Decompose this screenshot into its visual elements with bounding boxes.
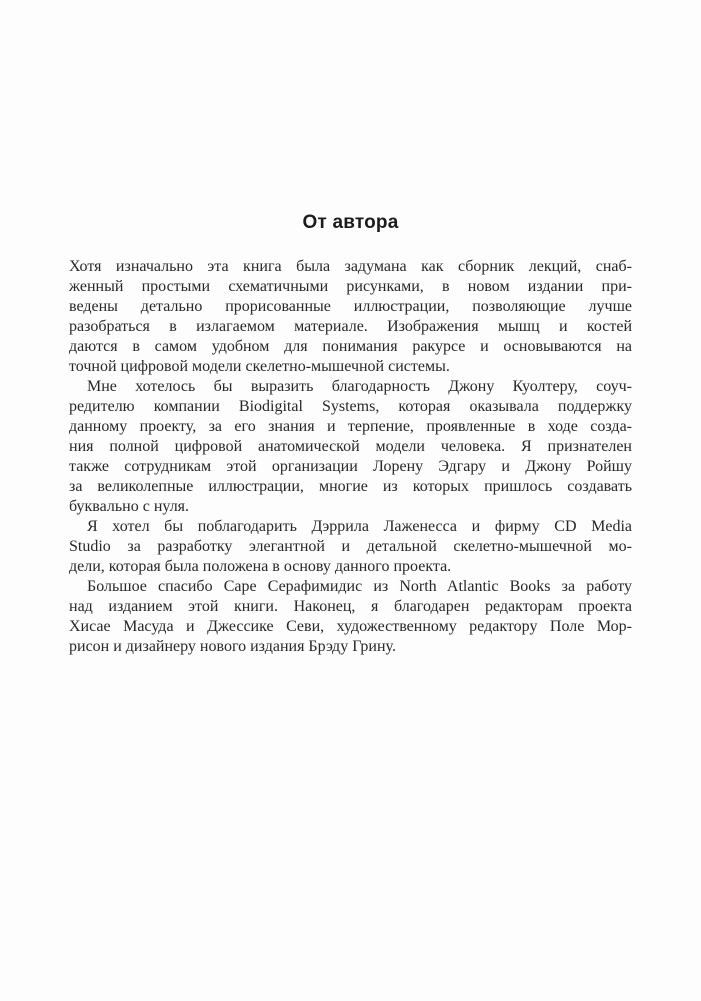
text-line: буквально с нуля.	[69, 498, 190, 515]
text-line: ния полной цифровой анатомической модели человека. Я признателен	[69, 438, 632, 455]
text-line: Studio за разработку элегантной и детальной скелетно-мышечной мо-	[69, 538, 632, 555]
paragraph	[69, 257, 632, 377]
text-line: также сотрудникам этой организации Лорену Эдгару и Джону Ройшу	[69, 458, 632, 475]
paragraph	[69, 377, 632, 517]
text-line: ведены детально прорисованные иллюстрации, позволяющие лучше	[69, 298, 632, 315]
text-line: Хотя изначально эта книга была задумана как сборник лекций, снаб-	[69, 258, 632, 275]
page-content	[69, 211, 632, 657]
text-line: редителю компании Biodigital Systems, которая оказывала поддержку	[69, 398, 632, 415]
paragraph	[69, 577, 632, 657]
text-line: точной цифровой модели скелетно-мышечной системы.	[69, 358, 450, 375]
paragraph	[69, 517, 632, 577]
body-text	[69, 257, 632, 657]
text-line: Большое спасибо Саре Серафимидис из North Atlantic Books за работу	[87, 578, 632, 595]
text-line: дели, которая была положена в основу данного проекта.	[69, 558, 452, 575]
text-line: рисон и дизайнеру нового издания Брэду Грину.	[69, 638, 396, 655]
text-line: женный простыми схематичными рисунками, в новом издании при-	[69, 278, 632, 295]
text-line: за великолепные иллюстрации, многие из которых пришлось создавать	[69, 478, 632, 495]
text-line: Мне хотелось бы выразить благодарность Джону Куолтеру, соуч-	[87, 378, 632, 395]
text-line: даются в самом удобном для понимания ракурсе и основываются на	[69, 338, 632, 355]
text-line: Хисае Масуда и Джессике Севи, художественному редактору Поле Мор-	[69, 618, 632, 635]
text-line: над изданием этой книги. Наконец, я благодарен редакторам проекта	[69, 598, 632, 615]
text-line: данному проекту, за его знания и терпение, проявленные в ходе созда-	[69, 418, 632, 435]
text-line: Я хотел бы поблагодарить Дэррила Лаженесса и фирму CD Media	[87, 518, 632, 535]
page-title: От автора	[302, 212, 399, 233]
text-line: разобраться в излагаемом материале. Изображения мышц и костей	[69, 318, 632, 335]
